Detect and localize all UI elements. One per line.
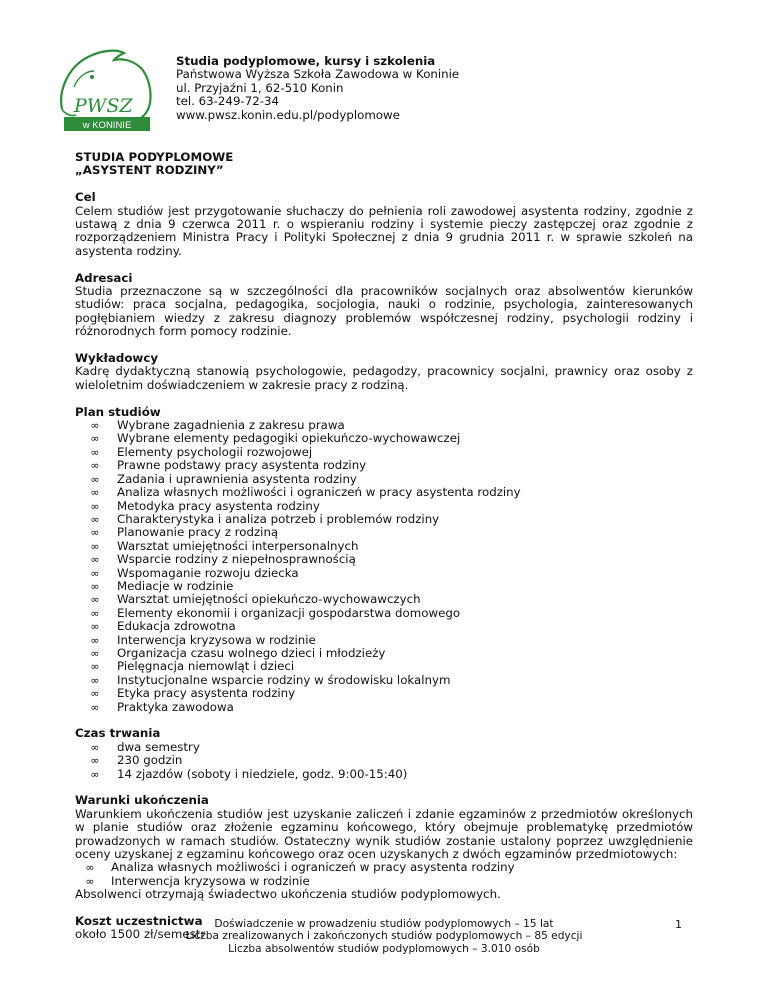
bullet-icon: ∞ (90, 767, 100, 781)
bullet-icon: ∞ (90, 486, 100, 500)
list-item: ∞ Analiza własnych możliwości i ograniczeń w pracy asystenta rodziny (75, 486, 693, 499)
section-plan (75, 406, 693, 714)
list-item: ∞ Zadania i uprawnienia asystenta rodziny (75, 473, 693, 486)
logo-text: PWSZ (74, 95, 133, 117)
footer-line-2: Liczba zrealizowanych i zakończonych studiów podyplomowych – 85 edycji (185, 930, 583, 943)
header-phone: tel. 63-249-72-34 (176, 94, 279, 109)
title-line-1: STUDIA PODYPLOMOWE (75, 150, 234, 164)
section-czas-trwania (75, 727, 693, 781)
czas-list (75, 741, 693, 781)
bullet-icon: ∞ (90, 445, 100, 459)
bullet-icon: ∞ (90, 606, 100, 620)
cel-text: Celem studiów jest przygotowanie słuchaczy do pełnienia roli zawodowej asystenta rodziny, zgodnie z ustawą z dnia 9 czerwca 2011 r. o wspieraniu rodziny i systemie pieczy zastępczej oraz zgodnie z rozporządzeniem Ministra Pracy i Polityki Społecznej z dnia 9 grudnia 2011 r. w sprawie szkoleń na asystenta rodziny. (75, 203, 693, 258)
institution-header (176, 55, 656, 122)
header-address: ul. Przyjaźni 1, 62-510 Konin (176, 80, 344, 95)
warunki-heading: Warunki ukończenia (75, 793, 209, 808)
bullet-icon: ∞ (90, 472, 100, 486)
warunki-after: Absolwenci otrzymają świadectwo ukończenia studiów podyplomowych. (75, 887, 501, 902)
warunki-list (75, 861, 693, 888)
warunki-text: Warunkiem ukończenia studiów jest uzyskanie zaliczeń i zdanie egzaminów z przedmiotów określonych w planie studiów oraz złożenie egzaminu końcowego, który obejmuje problematykę przedmiotów prowadzonych w ramach studiów. Ostateczny wynik studiów zostanie ustalony poprzez uwzględnienie oceny uzyskanej z egzaminu końcowego oraz ocen uzyskanych z dwóch egzaminów przedmiotowych: (75, 806, 693, 862)
page-number: 1 (675, 918, 682, 931)
bullet-icon: ∞ (90, 566, 100, 580)
list-item: ∞ Edukacja zdrowotna (75, 620, 693, 633)
footer-line-3: Liczba absolwentów studiów podyplomowych – 3.010 osób (228, 942, 540, 955)
section-warunki (75, 794, 693, 901)
bullet-icon: ∞ (90, 700, 100, 714)
list-item: ∞ Elementy ekonomii i organizacji gospodarstwa domowego (75, 607, 693, 620)
bullet-icon: ∞ (90, 419, 100, 433)
list-item: ∞ Warsztat umiejętności interpersonalnych (75, 540, 693, 553)
pwsz-logo (54, 47, 160, 133)
bullet-icon: ∞ (90, 539, 100, 553)
section-wykladowcy (75, 352, 693, 392)
list-item: ∞ Praktyka zawodowa (75, 701, 693, 714)
list-item: ∞ Prawne podstawy pracy asystenta rodziny (75, 459, 693, 472)
bullet-icon: ∞ (85, 874, 95, 888)
wykladowcy-text: Kadrę dydaktyczną stanowią psychologowie, pedagodzy, pracownicy socjalni, prawnicy oraz osoby z wieloletnim doświadczeniem w zakresie pracy z rodziną. (75, 364, 693, 392)
list-item: ∞ 14 zjazdów (soboty i niedziele, godz. 9:00-15:40) (75, 768, 693, 781)
title-line-2: „ASYSTENT RODZINY” (75, 163, 224, 178)
document-title (75, 151, 693, 178)
bullet-icon: ∞ (90, 579, 100, 593)
list-item: ∞ dwa semestry (75, 741, 693, 754)
list-item: ∞ Instytucjonalne wsparcie rodziny w środowisku lokalnym (75, 674, 693, 687)
list-item: ∞ Interwencja kryzysowa w rodzinie (75, 634, 693, 647)
adresaci-heading: Adresaci (75, 270, 133, 285)
list-item: ∞ Analiza własnych możliwości i ograniczeń w pracy asystenta rodziny (75, 861, 693, 874)
list-item: ∞ Interwencja kryzysowa w rodzinie (75, 875, 693, 888)
list-item: ∞ Planowanie pracy z rodziną (75, 526, 693, 539)
list-item: ∞ Etyka pracy asystenta rodziny (75, 687, 693, 700)
document-body (75, 151, 693, 942)
list-item: ∞ Charakterystyka i analiza potrzeb i problemów rodziny (75, 513, 693, 526)
bullet-icon: ∞ (90, 740, 100, 754)
section-adresaci (75, 272, 693, 339)
list-item: ∞ Pielęgnacja niemowląt i dzieci (75, 660, 693, 673)
bullet-icon: ∞ (90, 633, 100, 647)
horse-head-logo-icon (54, 47, 160, 133)
koszt-heading: Koszt uczestnictwa (75, 914, 203, 929)
list-item: ∞ Wsparcie rodziny z niepełnosprawnością (75, 553, 693, 566)
bullet-icon: ∞ (90, 499, 100, 513)
bullet-icon: ∞ (85, 861, 95, 875)
list-item: ∞ Wspomaganie rozwoju dziecka (75, 567, 693, 580)
list-item: ∞ Wybrane elementy pedagogiki opiekuńczo-wychowawczej (75, 432, 693, 445)
bullet-icon: ∞ (90, 620, 100, 634)
bullet-icon: ∞ (90, 553, 100, 567)
czas-heading: Czas trwania (75, 726, 161, 741)
list-item: ∞ Elementy psychologii rozwojowej (75, 446, 693, 459)
cel-heading: Cel (75, 190, 96, 205)
bullet-icon: ∞ (90, 526, 100, 540)
footer-line-1: Doświadczenie w prowadzeniu studiów podyplomowych – 15 lat (214, 918, 554, 930)
adresaci-text: Studia przeznaczone są w szczególności dla pracowników socjalnych oraz absolwentów kierunków studiów: praca socjalna, pedagogika, socjologia, nauki o rodzinie, psychologia, zainteresowanych pogłębianiem wiedzy z zakresu diagnozy problemów współczesnej rodziny, psychologii rodziny i różnorodnych form pomocy rodzinie. (75, 284, 693, 339)
header-title: Studia podyplomowe, kursy i szkolenia (176, 54, 436, 68)
bullet-icon: ∞ (90, 687, 100, 701)
bullet-icon: ∞ (90, 673, 100, 687)
plan-heading: Plan studiów (75, 404, 161, 419)
list-item: ∞ Wybrane zagadnienia z zakresu prawa (75, 419, 693, 432)
wykladowcy-heading: Wykładowcy (75, 351, 159, 366)
page-footer (75, 918, 693, 955)
plan-list (75, 419, 693, 714)
bullet-icon: ∞ (90, 593, 100, 607)
header-institution: Państwowa Wyższa Szkoła Zawodowa w Koninie (176, 67, 460, 82)
bullet-icon: ∞ (90, 754, 100, 768)
koszt-text: około 1500 zł/semestr (75, 927, 206, 942)
list-item: ∞ Organizacja czasu wolnego dzieci i młodzieży (75, 647, 693, 660)
bullet-icon: ∞ (90, 646, 100, 660)
logo-subtitle: w KONINIE (82, 120, 132, 131)
list-item: ∞ Metodyka pracy asystenta rodziny (75, 500, 693, 513)
list-item: ∞ Mediacje w rodzinie (75, 580, 693, 593)
section-cel (75, 191, 693, 258)
bullet-icon: ∞ (90, 512, 100, 526)
bullet-icon: ∞ (90, 660, 100, 674)
list-item: ∞ 230 godzin (75, 754, 693, 767)
list-item: ∞ Warsztat umiejętności opiekuńczo-wychowawczych (75, 593, 693, 606)
bullet-icon: ∞ (90, 432, 100, 446)
bullet-icon: ∞ (90, 459, 100, 473)
header-website[interactable]: www.pwsz.konin.edu.pl/podyplomowe (176, 107, 400, 122)
